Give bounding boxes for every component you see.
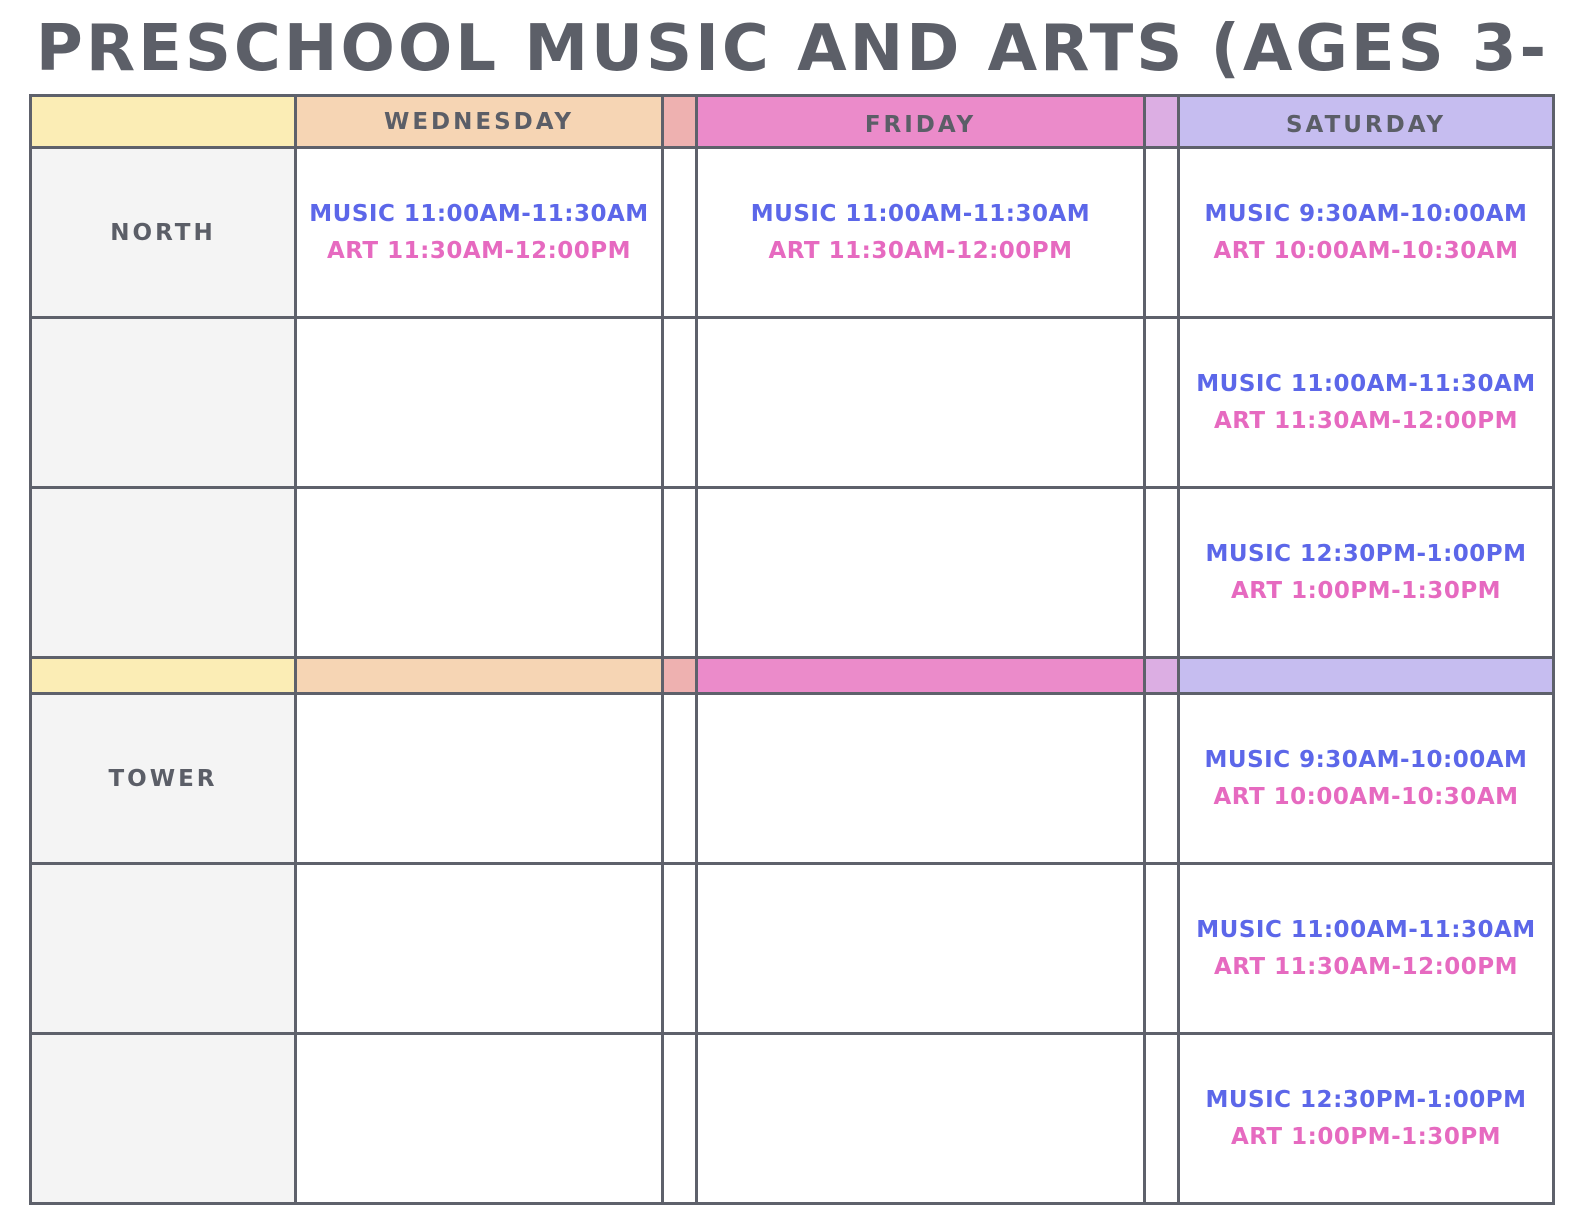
music-time: MUSIC 12:30PM-1:00PM (1205, 540, 1527, 567)
table-row (31, 318, 1554, 488)
slot-cell (697, 1034, 1145, 1204)
location-tower: TOWER (31, 694, 296, 864)
art-time: ART 11:30AM-12:00PM (1213, 407, 1519, 434)
slot-cell (1179, 694, 1554, 864)
slot-cell (697, 864, 1145, 1034)
header-spacer (1145, 96, 1179, 148)
table-row (31, 694, 1554, 864)
header-saturday: SATURDAY (1179, 96, 1554, 148)
header-wednesday: WEDNESDAY (296, 96, 663, 148)
location-cell (31, 1034, 296, 1204)
slot-cell (697, 488, 1145, 658)
slot-cell (697, 148, 1145, 318)
spacer-cell (1145, 864, 1179, 1034)
music-time: MUSIC 9:30AM-10:00AM (1204, 746, 1528, 773)
divider-cell (1145, 658, 1179, 694)
location-north: NORTH (31, 148, 296, 318)
table-row (31, 488, 1554, 658)
slot-cell (697, 694, 1145, 864)
art-time: ART 11:30AM-12:00PM (768, 237, 1073, 264)
spacer-cell (1145, 1034, 1179, 1204)
spacer-cell (663, 148, 697, 318)
slot-cell (296, 318, 663, 488)
art-time: ART 10:00AM-10:30AM (1213, 237, 1519, 264)
section-divider-row (31, 658, 1554, 694)
divider-cell (1179, 658, 1554, 694)
header-row (31, 96, 1554, 148)
slot-cell (296, 694, 663, 864)
slot-cell (296, 148, 663, 318)
divider-cell (697, 658, 1145, 694)
location-cell (31, 488, 296, 658)
location-cell (31, 864, 296, 1034)
art-time: ART 11:30AM-12:00PM (326, 237, 632, 264)
slot-cell (1179, 1034, 1554, 1204)
music-time: MUSIC 11:00AM-11:30AM (309, 200, 649, 227)
music-time: MUSIC 9:30AM-10:00AM (1204, 200, 1528, 227)
spacer-cell (663, 318, 697, 488)
slot-cell (296, 488, 663, 658)
divider-cell (31, 658, 296, 694)
music-time: MUSIC 11:00AM-11:30AM (1196, 916, 1536, 943)
table-row (31, 864, 1554, 1034)
spacer-cell (1145, 318, 1179, 488)
header-spacer (663, 96, 697, 148)
header-friday: FRIDAY (697, 96, 1145, 148)
table-row (31, 1034, 1554, 1204)
slot-cell (1179, 864, 1554, 1034)
slot-cell (1179, 488, 1554, 658)
location-header-cell (31, 96, 296, 148)
art-time: ART 10:00AM-10:30AM (1213, 783, 1519, 810)
divider-cell (296, 658, 663, 694)
table-row (31, 148, 1554, 318)
slot-cell (1179, 318, 1554, 488)
slot-cell (1179, 148, 1554, 318)
art-time: ART 11:30AM-12:00PM (1213, 953, 1519, 980)
music-time: MUSIC 11:00AM-11:30AM (750, 200, 1091, 227)
page-title: PRESCHOOL MUSIC AND ARTS (AGES 3- (35, 12, 1550, 86)
spacer-cell (1145, 694, 1179, 864)
spacer-cell (1145, 148, 1179, 318)
spacer-cell (663, 694, 697, 864)
music-time: MUSIC 11:00AM-11:30AM (1196, 370, 1536, 397)
music-time: MUSIC 12:30PM-1:00PM (1205, 1086, 1527, 1113)
slot-cell (296, 864, 663, 1034)
spacer-cell (663, 1034, 697, 1204)
spacer-cell (663, 864, 697, 1034)
schedule-table (29, 94, 1555, 1205)
slot-cell (296, 1034, 663, 1204)
art-time: ART 1:00PM-1:30PM (1230, 577, 1502, 604)
location-cell (31, 318, 296, 488)
spacer-cell (1145, 488, 1179, 658)
divider-cell (663, 658, 697, 694)
spacer-cell (663, 488, 697, 658)
art-time: ART 1:00PM-1:30PM (1230, 1123, 1502, 1150)
slot-cell (697, 318, 1145, 488)
